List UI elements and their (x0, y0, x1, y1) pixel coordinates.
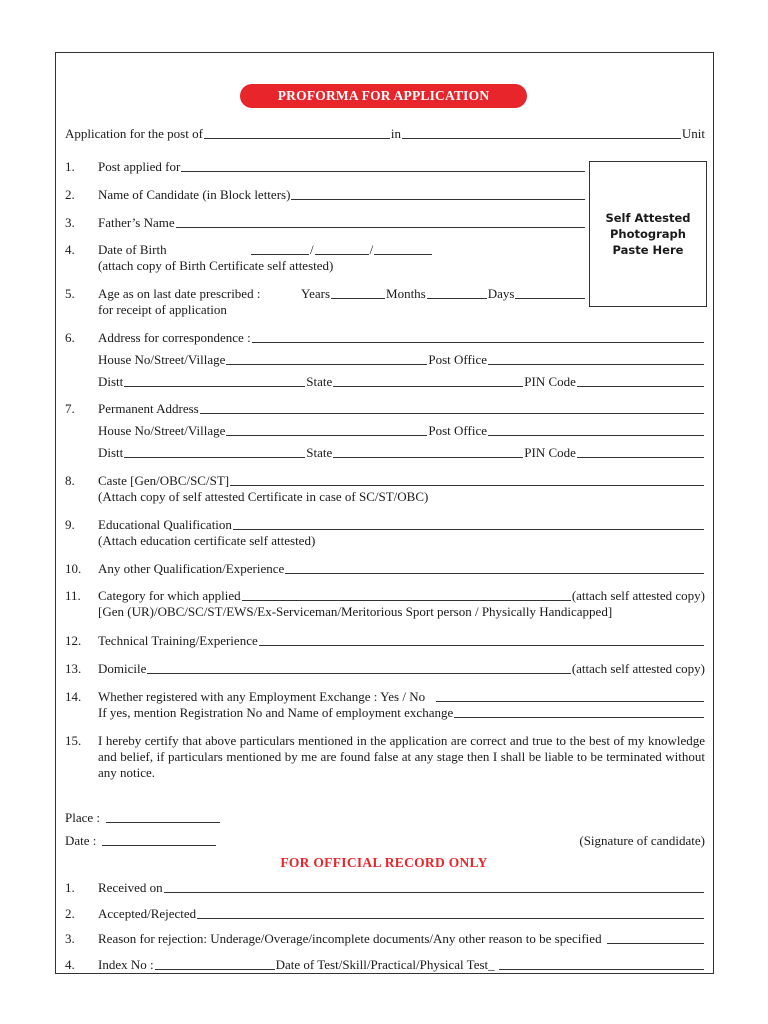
post-applied-row: Post applied for (98, 159, 586, 175)
unit-field[interactable] (402, 137, 681, 139)
permanent-distt-row: Distt State PIN Code (98, 445, 705, 461)
father-name-field[interactable] (176, 226, 585, 228)
accepted-rejected-row: Accepted/Rejected (98, 906, 705, 922)
education-row: Educational Qualification (98, 517, 705, 533)
domicile-row: Domicile (attach self attested copy) (98, 661, 705, 676)
post-name-field[interactable] (204, 137, 390, 139)
father-name-row: Father’s Name (98, 215, 586, 231)
received-on-field[interactable] (164, 891, 704, 893)
domicile-field[interactable] (147, 672, 570, 674)
permanent-house-field[interactable] (226, 434, 427, 436)
other-qualification-field[interactable] (285, 572, 704, 574)
post-header-row: Application for the post of in Unit (65, 126, 705, 141)
correspondence-house-field[interactable] (226, 363, 427, 365)
correspondence-address-field[interactable] (252, 341, 704, 343)
candidate-name-row: Name of Candidate (in Block letters) (98, 187, 586, 203)
education-field[interactable] (233, 528, 704, 530)
rejection-reason-row: Reason for rejection: Underage/Overage/incomplete documents/Any other reason to be specified (98, 931, 705, 947)
candidate-name-field[interactable] (291, 198, 585, 200)
permanent-pin-field[interactable] (577, 456, 704, 458)
age-months-field[interactable] (427, 297, 487, 299)
correspondence-pin-field[interactable] (577, 385, 704, 387)
permanent-address-row: Permanent Address (98, 401, 705, 417)
caste-field[interactable] (230, 484, 704, 486)
correspondence-distt-row: Distt State PIN Code (98, 374, 705, 390)
declaration-text: I hereby certify that above particulars mentioned in the application are correct and true to the best of my knowledge and belief, if particulars mentioned by me are found false at any stage then I shall be liable to be terminated without any notice. (98, 733, 705, 780)
place-field[interactable] (106, 821, 220, 823)
technical-training-field[interactable] (259, 644, 704, 646)
form-title: PROFORMA FOR APPLICATION (240, 84, 527, 108)
age-days-field[interactable] (515, 297, 585, 299)
age-years-field[interactable] (331, 297, 385, 299)
other-qualification-row: Any other Qualification/Experience (98, 561, 705, 577)
correspondence-address-row: Address for correspondence : (98, 330, 705, 346)
photograph-box: Self Attested Photograph Paste Here (589, 161, 707, 307)
permanent-state-field[interactable] (333, 456, 523, 458)
official-record-title: FOR OFFICIAL RECORD ONLY (280, 855, 488, 870)
place-row: Place : (65, 810, 221, 826)
permanent-post-office-field[interactable] (488, 434, 704, 436)
permanent-address-field[interactable] (200, 412, 704, 414)
date-field[interactable] (102, 844, 216, 846)
rejection-reason-field[interactable] (607, 942, 704, 944)
correspondence-post-office-field[interactable] (488, 363, 704, 365)
correspondence-state-field[interactable] (333, 385, 523, 387)
test-date-field[interactable] (499, 968, 704, 970)
index-no-field[interactable] (155, 968, 275, 970)
permanent-distt-field[interactable] (124, 456, 305, 458)
index-row: Index No : Date of Test/Skill/Practical/Physical Test_ (98, 957, 705, 973)
employment-exchange-field[interactable] (436, 700, 704, 702)
accepted-rejected-field[interactable] (197, 917, 704, 919)
signature-label: (Signature of candidate) (579, 833, 705, 848)
technical-training-row: Technical Training/Experience (98, 633, 705, 649)
registration-row: If yes, mention Registration No and Name of employment exchange (98, 705, 705, 721)
dob-year-field[interactable] (374, 253, 432, 255)
correspondence-distt-field[interactable] (124, 385, 305, 387)
correspondence-house-row: House No/Street/Village Post Office (98, 352, 705, 368)
dob-row: Date of Birth / / (98, 242, 433, 258)
dob-month-field[interactable] (315, 253, 369, 255)
dob-day-field[interactable] (251, 253, 309, 255)
employment-exchange-row: Whether registered with any Employment Exchange : Yes / No (98, 689, 705, 705)
caste-row: Caste [Gen/OBC/SC/ST] (98, 473, 705, 489)
category-row: Category for which applied (attach self attested copy) (98, 588, 705, 603)
category-field[interactable] (242, 599, 571, 601)
received-on-row: Received on (98, 880, 705, 896)
date-row: Date : (65, 833, 217, 849)
post-applied-field[interactable] (181, 170, 585, 172)
registration-field[interactable] (454, 716, 704, 718)
age-row: Age as on last date prescribed : Years Months Days (98, 286, 586, 302)
permanent-house-row: House No/Street/Village Post Office (98, 423, 705, 439)
